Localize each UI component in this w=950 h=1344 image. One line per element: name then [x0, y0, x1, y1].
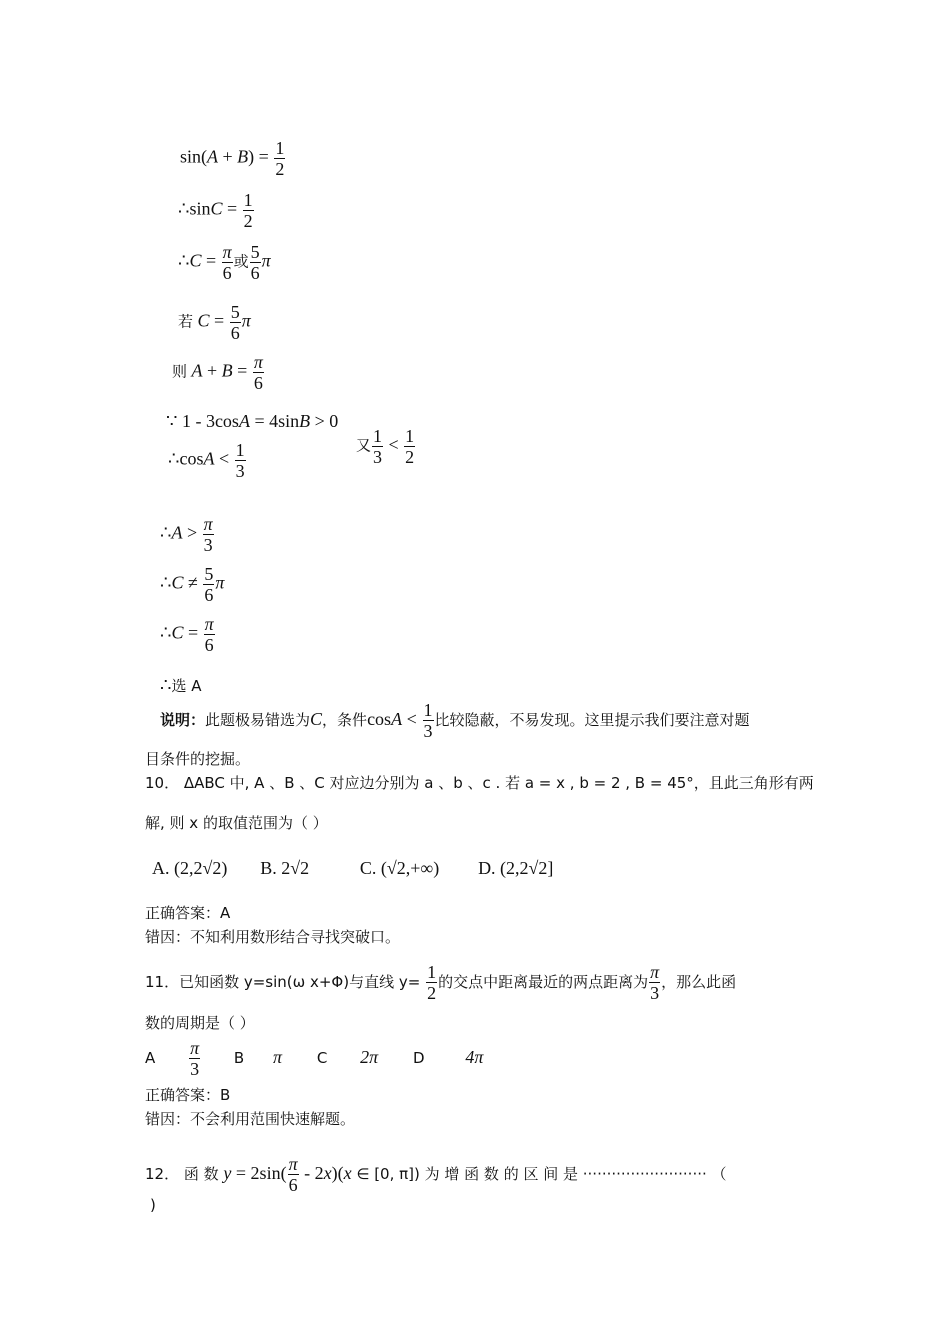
var-a: A — [207, 146, 218, 167]
step-c-eq — [160, 614, 216, 655]
fraction — [274, 138, 285, 179]
text: cos — [179, 448, 204, 469]
denominator: 3 — [203, 535, 213, 555]
therefore-symbol: ∴ — [178, 250, 190, 271]
text: ，条件 — [322, 711, 368, 729]
fraction — [426, 962, 437, 1003]
fraction — [243, 190, 254, 231]
q10-line-2 — [145, 812, 328, 834]
text: 的交点中距离最近的两点距离为 — [438, 973, 649, 991]
denominator: 3 — [190, 1059, 200, 1079]
q12-line-2 — [150, 1194, 156, 1216]
numerator: 5 — [230, 302, 240, 322]
denominator: 3 — [235, 461, 245, 481]
denominator: 6 — [230, 323, 240, 343]
text: 错因：不知利用数形结合寻找突破口。 — [145, 928, 401, 946]
numerator: 1 — [373, 426, 383, 446]
var-x: x — [323, 1163, 332, 1183]
text: 正确答案：B — [145, 1086, 231, 1104]
q11-line-2 — [145, 1012, 255, 1034]
therefore-symbol: ∴ — [160, 622, 172, 643]
denominator: 6 — [204, 635, 214, 655]
text: cos — [367, 709, 392, 729]
option-a: A. (2,2√2) — [152, 858, 228, 878]
text: < — [402, 709, 417, 729]
denominator: 6 — [250, 263, 260, 283]
therefore-symbol: ∴ — [168, 448, 180, 469]
option-a-fraction — [189, 1038, 200, 1079]
text: + — [202, 360, 222, 381]
q10-error — [145, 926, 400, 948]
text: 11．已知函数 y=sin(ω x+Φ)与直线 y= — [145, 973, 421, 991]
numerator: 5 — [250, 242, 260, 262]
var-b: B — [221, 360, 233, 381]
text: 则 — [172, 362, 188, 381]
var-y: y — [223, 1163, 232, 1183]
text: = — [232, 360, 248, 381]
denominator: 6 — [288, 1175, 298, 1195]
text: ) = — [248, 146, 269, 167]
option-b: π — [273, 1047, 283, 1067]
var-c: C — [171, 622, 184, 643]
var-a: A — [203, 448, 215, 469]
option-c: C. (√2,+∞) — [359, 858, 440, 878]
text: 此题极易错选为 — [205, 711, 311, 729]
text: > 0 — [310, 411, 339, 431]
text: π — [215, 572, 225, 593]
var-a: A — [391, 709, 403, 729]
denominator: 2 — [405, 447, 415, 467]
option-c: 2π — [360, 1047, 379, 1067]
fraction — [404, 426, 415, 467]
fraction — [250, 242, 261, 283]
step-if-c — [178, 302, 251, 343]
var-a: A — [238, 411, 250, 431]
fraction — [222, 242, 233, 283]
q11-answer — [145, 1084, 230, 1106]
numerator: 1 — [423, 700, 433, 720]
note-line-1 — [160, 700, 750, 741]
step-c-ne — [160, 564, 224, 605]
text: 比较隐蔽，不易发现。这里提示我们要注意对题 — [434, 711, 750, 729]
text: < — [214, 448, 230, 469]
therefore-symbol: ∴ — [160, 675, 172, 695]
fraction — [203, 564, 214, 605]
q10-answer — [145, 902, 230, 924]
text: ≠ — [183, 572, 198, 593]
step-then-a-plus-b — [172, 352, 265, 393]
var-b: B — [237, 146, 249, 167]
var-c: C — [210, 198, 223, 219]
denominator: 6 — [253, 373, 263, 393]
var-a: A — [171, 522, 183, 543]
step-sin-c — [178, 190, 255, 231]
var-c: C — [197, 310, 210, 331]
text: π — [261, 250, 271, 271]
step-sin-a-plus-b — [180, 138, 286, 179]
numerator: 1 — [235, 440, 245, 460]
text: - 2 — [299, 1163, 324, 1183]
text: sin — [189, 198, 211, 219]
therefore-symbol: ∴ — [178, 198, 190, 219]
numerator: π — [253, 352, 263, 372]
numerator: 1 — [243, 190, 253, 210]
text: 或 — [233, 252, 249, 271]
q12-line-1 — [145, 1154, 727, 1195]
var-c: C — [171, 572, 184, 593]
text: 正确答案：A — [145, 904, 231, 922]
text: = — [209, 310, 225, 331]
numerator: π — [288, 1154, 298, 1174]
denominator: 2 — [275, 159, 285, 179]
therefore-symbol: ∴ — [160, 522, 172, 543]
text: 又 — [356, 436, 372, 455]
fraction — [204, 614, 215, 655]
option-d: 4π — [465, 1047, 484, 1067]
fraction — [423, 700, 434, 741]
text: ) — [150, 1196, 156, 1214]
text: 若 — [178, 312, 194, 331]
option-b-label: B — [233, 1049, 245, 1067]
text: 目条件的挖掘。 — [145, 750, 251, 768]
text: = — [222, 198, 238, 219]
note-label: 说明： — [160, 711, 206, 729]
fraction — [203, 514, 214, 555]
step-cos-a-lt — [168, 440, 247, 481]
text: > — [182, 522, 198, 543]
denominator: 3 — [423, 721, 433, 741]
text: ，那么此函 — [661, 973, 737, 991]
q10-options — [152, 857, 553, 880]
text: 错因：不会利用范围快速解题。 — [145, 1110, 356, 1128]
numerator: π — [204, 614, 214, 634]
q10-line-1 — [145, 772, 814, 794]
text: ∈ [0, π]) 为 增 函 数 的 区 间 是 ·························· （ — [351, 1165, 727, 1183]
note-line-2 — [145, 748, 250, 770]
q11-options — [145, 1038, 483, 1079]
text: 12． 函 数 — [145, 1165, 224, 1183]
fraction — [288, 1154, 299, 1195]
text: 1 - 3cos — [177, 411, 239, 431]
text: 选 A — [171, 677, 202, 695]
denominator: 3 — [373, 447, 383, 467]
text: )( — [331, 1163, 344, 1183]
numerator: π — [222, 242, 232, 262]
numerator: π — [203, 514, 213, 534]
step-also — [356, 426, 416, 467]
text: 数的周期是（ ） — [145, 1014, 255, 1032]
numerator: π — [650, 962, 660, 982]
text: < — [384, 434, 404, 455]
fraction — [372, 426, 383, 467]
numerator: 1 — [275, 138, 285, 158]
option-b: B. 2√2 — [260, 858, 310, 878]
text: = — [183, 622, 199, 643]
therefore-symbol: ∴ — [160, 572, 172, 593]
text: 10． ΔABC 中, A 、B 、C 对应边分别为 a 、b 、c . 若 a = x , b = 2 , B = 45°，且此三角形有两 — [145, 774, 814, 792]
q11-line-1 — [145, 962, 736, 1003]
text: π — [241, 310, 251, 331]
option-d: D. (2,2√2] — [478, 858, 554, 878]
text: = 4sin — [249, 411, 300, 431]
step-choose-a — [160, 674, 201, 697]
option-c-label: C — [316, 1049, 328, 1067]
step-because — [166, 410, 338, 432]
denominator: 3 — [650, 983, 660, 1003]
option-d-label: D — [413, 1049, 425, 1067]
q11-error — [145, 1108, 355, 1130]
text: = 2sin( — [231, 1163, 287, 1183]
var-c: C — [310, 709, 323, 729]
numerator: 1 — [405, 426, 415, 446]
text: sin( — [180, 146, 207, 167]
denominator: 2 — [427, 983, 437, 1003]
denominator: 6 — [204, 585, 214, 605]
numerator: π — [190, 1038, 200, 1058]
step-a-gt — [160, 514, 215, 555]
denominator: 6 — [222, 263, 232, 283]
option-a-label: A — [145, 1049, 156, 1067]
var-x: x — [343, 1163, 352, 1183]
text: + — [218, 146, 238, 167]
var-b: B — [299, 411, 311, 431]
numerator: 5 — [204, 564, 214, 584]
fraction — [230, 302, 241, 343]
fraction — [649, 962, 660, 1003]
denominator: 2 — [243, 211, 253, 231]
numerator: 1 — [427, 962, 437, 982]
var-a: A — [191, 360, 203, 381]
text: = — [201, 250, 217, 271]
fraction — [253, 352, 264, 393]
fraction — [235, 440, 246, 481]
because-symbol: ∵ — [166, 411, 178, 431]
step-c-values — [178, 242, 271, 283]
var-c: C — [189, 250, 202, 271]
text: 解, 则 x 的取值范围为（ ） — [145, 814, 328, 832]
